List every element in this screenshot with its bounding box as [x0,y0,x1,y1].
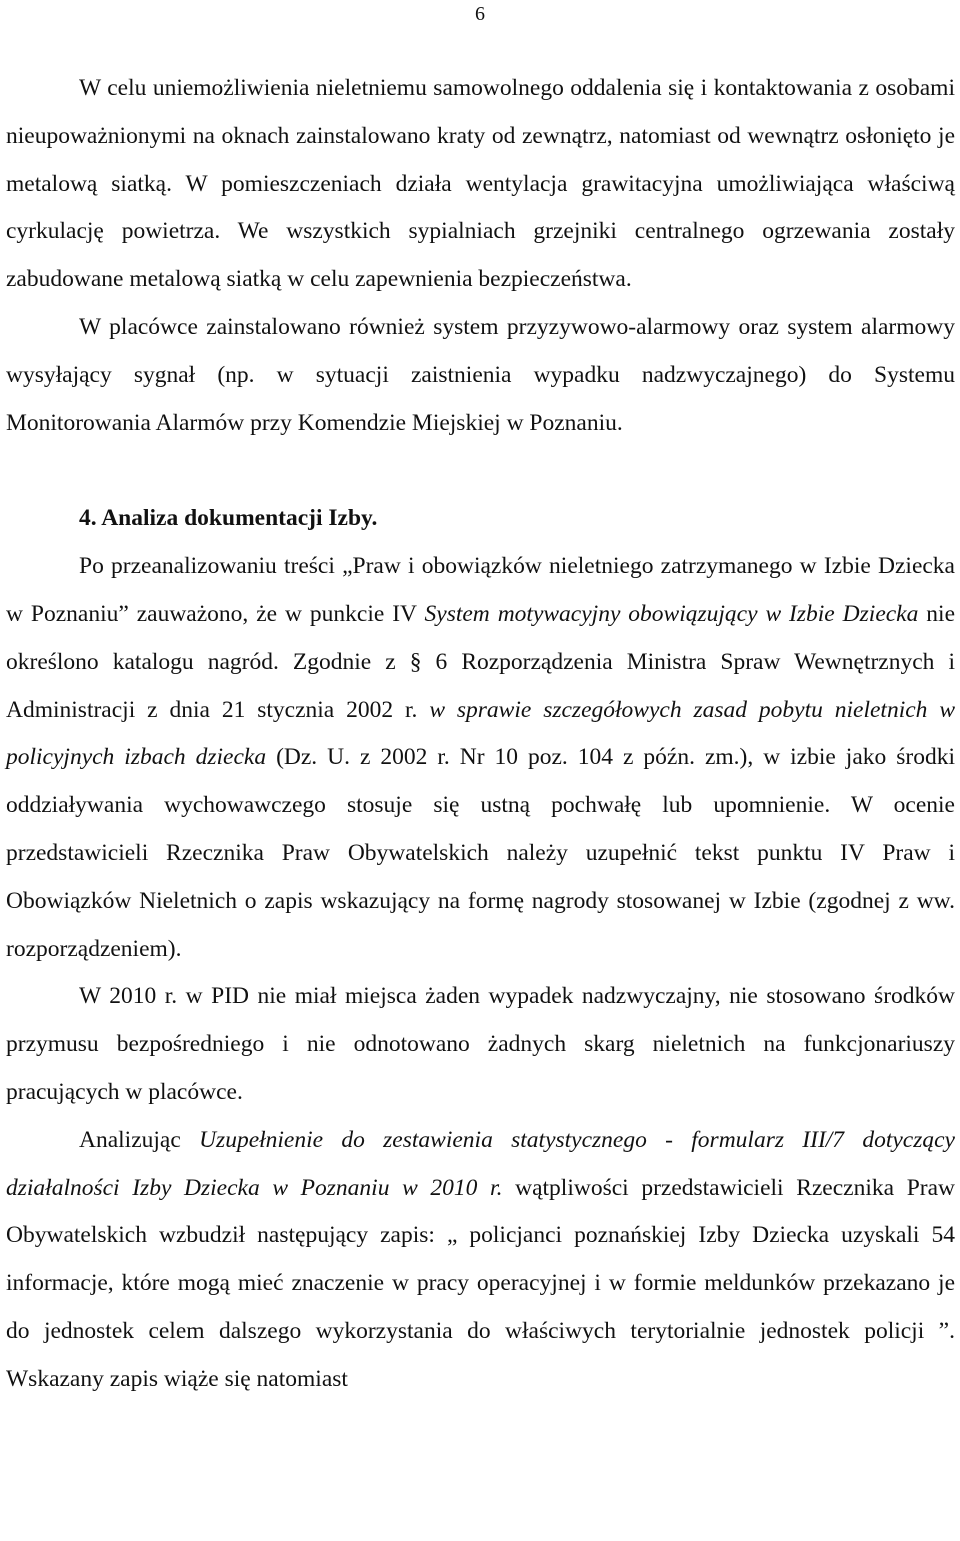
document-body [6,65,955,1404]
paragraph-alarm-system: W placówce zainstalowano również system przyzywowo-alarmowy oraz system alarmowy wysyłający sygnał (np. w sytuacji zaistnienia wypadku nadzwyczajnego) do Systemu Monitorowania Alarmów przy Komendzie Miejskiej w Poznaniu. [6,313,955,436]
text-segment: Po przeanalizowaniu treści „Praw i obowiązków nieletniego zatrzymanego w Izbie Dziecka w Poznaniu” zauważono, że w punkcie IV [6,553,955,627]
paragraph-security-measures: W celu uniemożliwienia nieletniemu samowolnego oddalenia się i kontaktowania z osobami nieupoważnionymi na oknach zainstalowano kraty od zewnątrz, natomiast od wewnątrz osłonięto je metalową siatką. W pomieszczeniach działa wentylacja grawitacyjna umożliwiająca właściwą cyrkulację powietrza. We wszystkich sypialniach grzejniki centralnego ogrzewania zostały zabudowane metalową siatką w celu zapewnienia bezpieczeństwa. [6,75,955,293]
text-segment: (Dz. U. z 2002 r. Nr 10 poz. 104 z późn. zm.), w izbie jako środki oddziaływania wychowawczego stosuje się ustną pochwałę lub upomnienie. W ocenie przedstawicieli Rzecznika Praw Obywatelskich należy uzupełnić tekst punktu IV Praw i Obowiązków Nieletnich o zapis wskazujący na formę nagrody stosowanej w Izbie (zgodnej z ww. rozporządzeniem). [6,744,955,962]
text-segment: Analizując [79,1126,200,1153]
italic-segment: Uzupełnienie do zestawienia statystycznego - formularz III/7 dotyczący działalności Izby Dziecka w Poznaniu w 2010 r. [6,1126,955,1201]
paragraph-no-incidents: W 2010 r. w PID nie miał miejsca żaden wypadek nadzwyczajny, nie stosowano środków przymusu bezpośredniego i nie odnotowano żadnych skarg nieletnich na funkcjonariuszy pracujących w placówce. [6,983,955,1105]
paragraph-documentation-analysis [6,543,955,973]
text-segment: nie określono katalogu nagród. Zgodnie z § 6 Rozporządzenia Ministra Spraw Wewnętrznych i Administracji z dnia 21 stycznia 2002 r. [6,600,955,723]
text-segment: wątpliwości przedstawicieli Rzecznika Praw Obywatelskich wzbudził następujący zapis: „ policjanci poznańskiej Izby Dziecka uzyskali 54 informacje, które mogą mieć znaczenie w pracy operacyjnej i w formie meldunków przekazano je do jednostek celem dalszego wykorzystania do właściwych terytorialnie jednostek policji ”. Wskazany zapis wiąże się natomiast [6,1174,955,1392]
page-number: 6 [475,3,485,25]
italic-segment: System motywacyjny obowiązujący w Izbie Dziecka [424,600,919,627]
section-heading: 4. Analiza dokumentacji Izby. [79,505,378,532]
italic-segment: w sprawie szczegółowych zasad pobytu nieletnich w policyjnych izbach dziecka [6,696,955,771]
paragraph-statistics-analysis [6,1117,955,1404]
